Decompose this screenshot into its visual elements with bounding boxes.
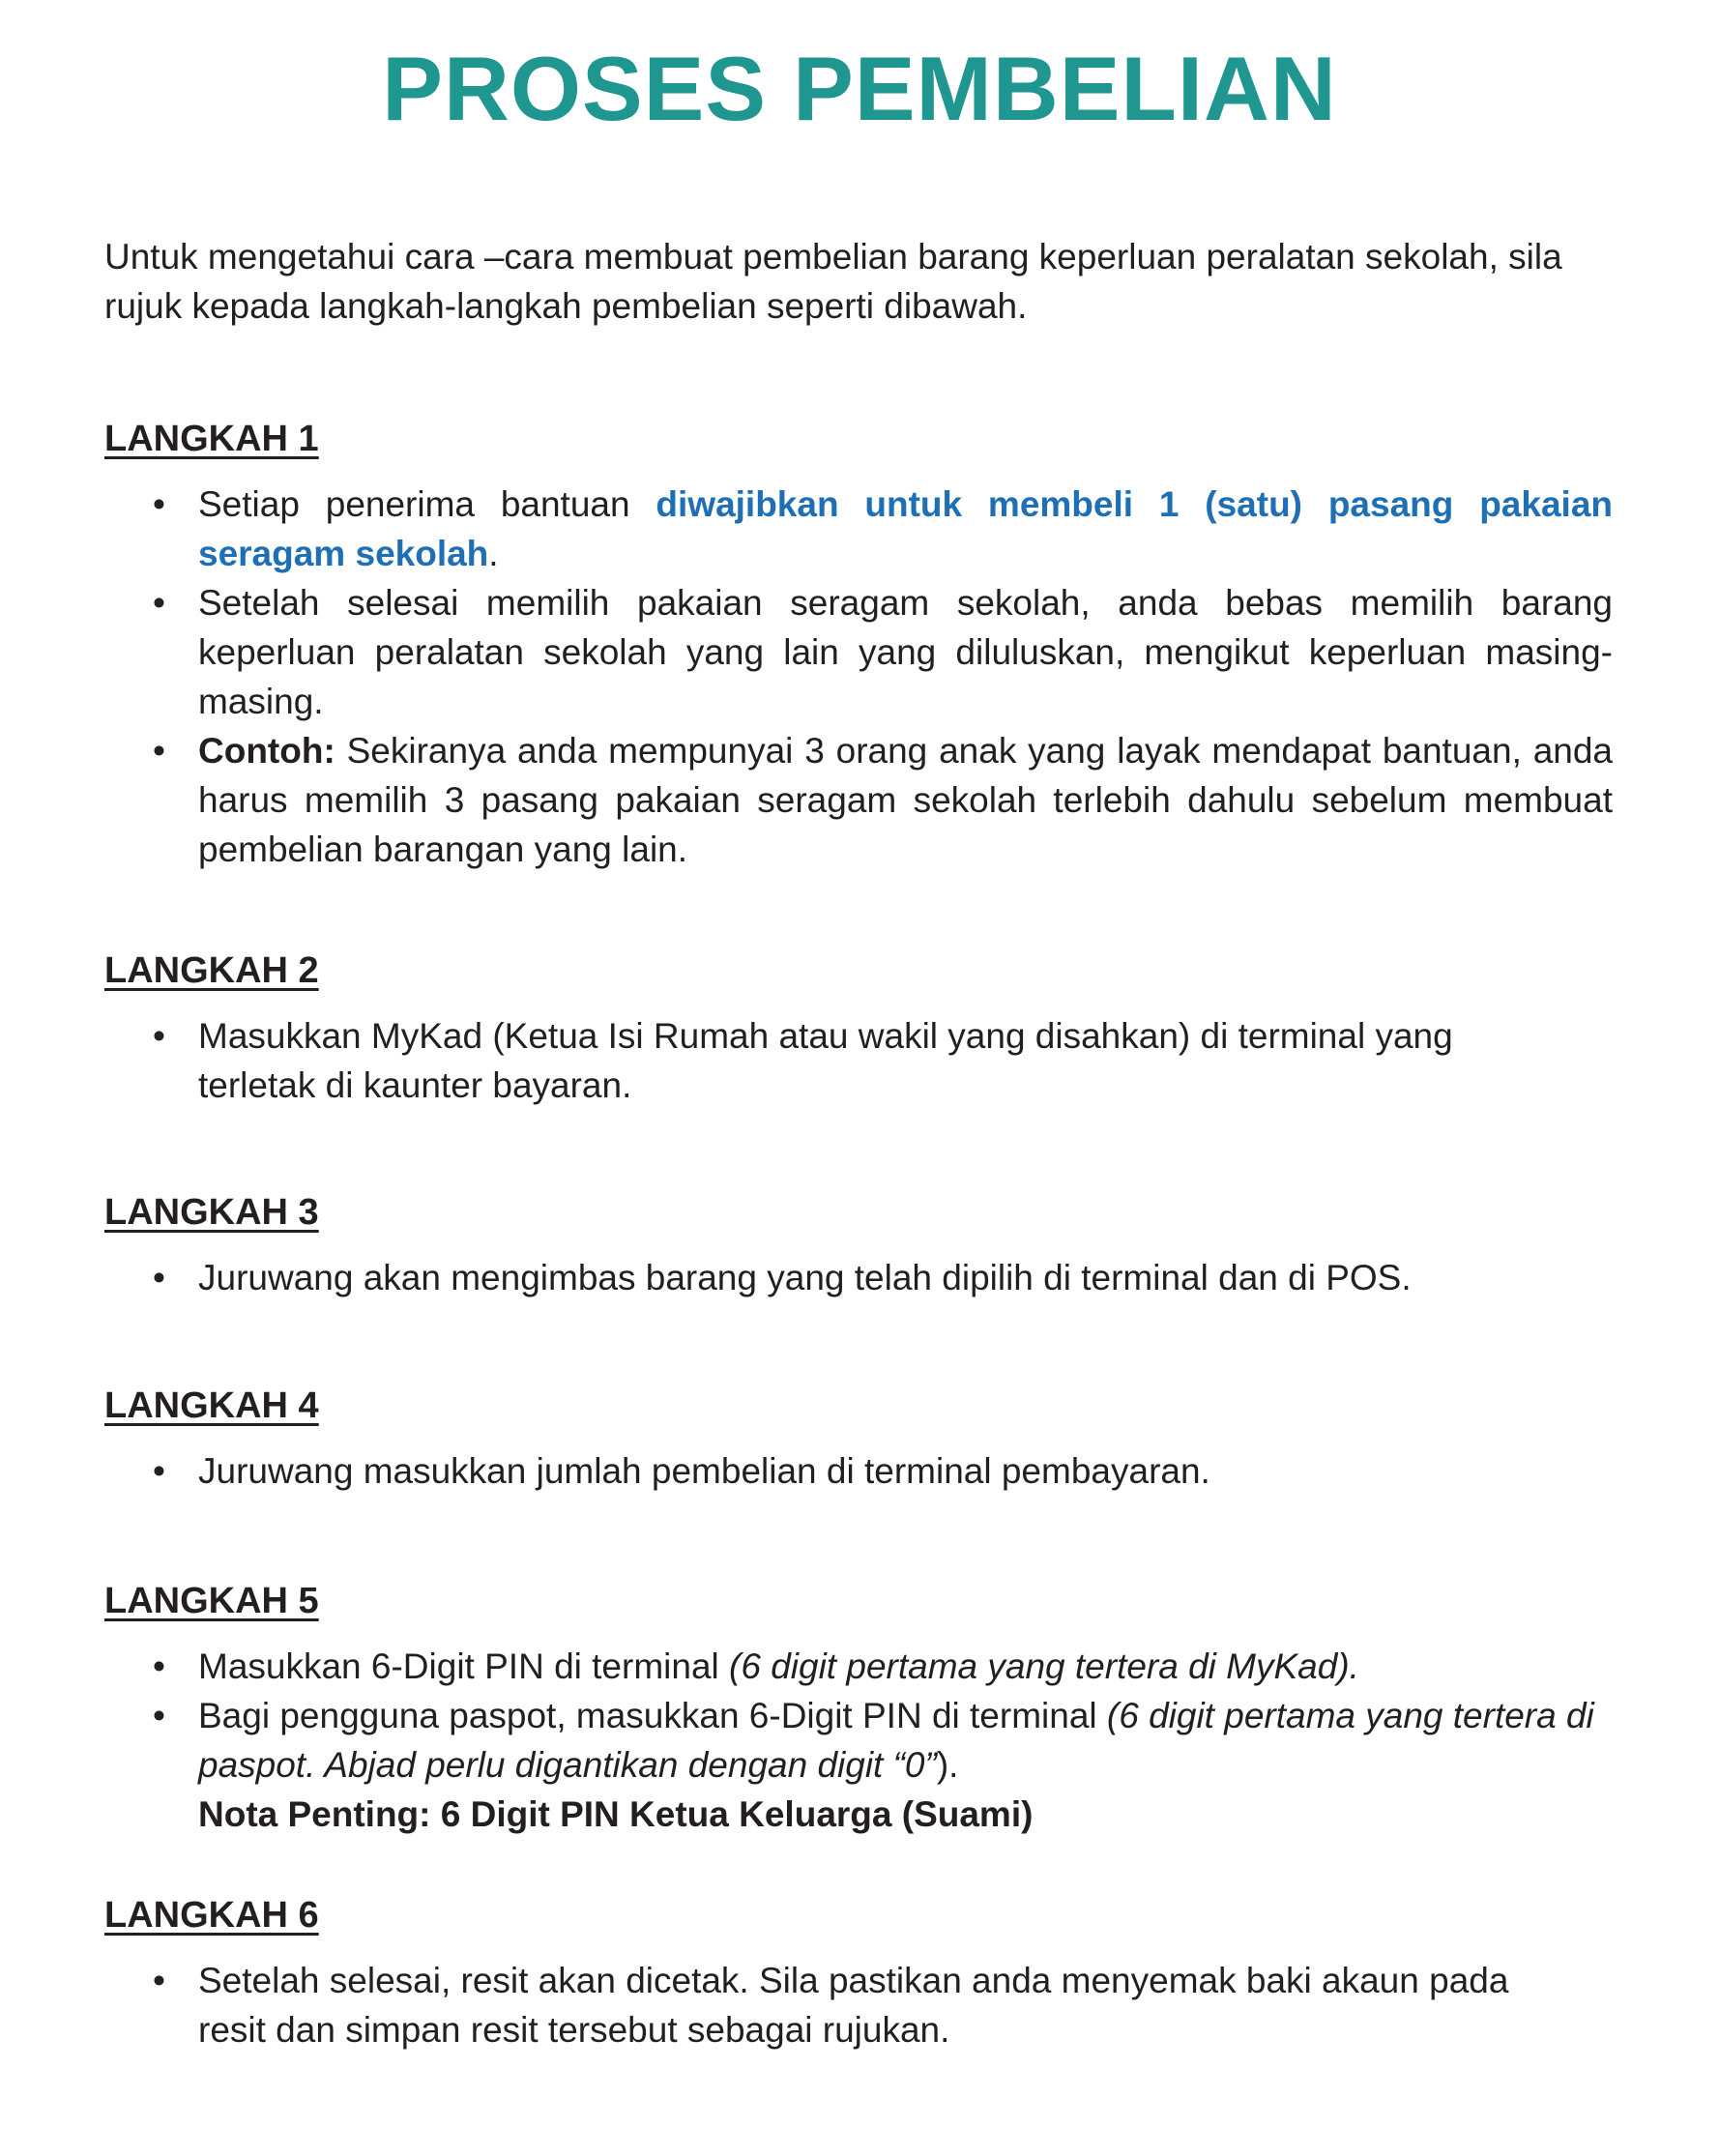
bullet-icon: • [153,1016,165,1056]
list-item [104,578,1613,726]
bullet-icon: • [153,1258,165,1297]
bullet-icon: • [153,731,165,771]
list-item [104,1691,1613,1839]
bullet-icon: • [153,1646,165,1686]
bullet-icon: • [153,1961,165,2000]
step-5-item-2-text: Bagi pengguna paspot, masukkan 6-Digit PIN di terminal [198,1696,1107,1735]
step-1-list [104,480,1613,874]
list-item [104,726,1613,874]
step-6-heading: LANGKAH 6 [104,1895,319,1936]
step-4-section [104,1381,1613,1496]
step-5-heading: LANGKAH 5 [104,1581,319,1621]
list-item [104,480,1613,578]
list-item [104,1253,1613,1302]
step-5-item-2-italic: (6 digit pertama yang tertera di paspot. Abjad perlu digantikan dengan digit “0” [198,1696,1594,1785]
step-5-item-1-italic: (6 digit pertama yang tertera di MyKad). [729,1646,1359,1686]
step-5-section [104,1576,1613,1839]
step-3-item-1-text: Juruwang akan mengimbas barang yang telah dipilih di terminal dan di POS. [198,1258,1412,1297]
step-5-item-2-end: ). [936,1745,959,1785]
step-4-list [104,1446,1613,1496]
list-item [104,1446,1613,1496]
step-6-item-1-text: Setelah selesai, resit akan dicetak. Sila pastikan anda menyemak baki akaun pada resit dan simpan resit tersebut sebagai rujukan. [198,1961,1509,2050]
step-1-item-3-text: Sekiranya anda mempunyai 3 orang anak yang layak mendapat bantuan, anda harus memilih 3 pasang pakaian seragam sekolah terlebih dahulu sebelum membuat pembelian barangan yang lain. [198,731,1613,869]
step-3-section [104,1187,1613,1302]
step-1-item-1-highlight: diwajibkan untuk membeli 1 (satu) pasang pakaian seragam sekolah [198,484,1613,573]
step-1-item-2-text: Setelah selesai memilih pakaian seragam sekolah, anda bebas memilih barang keperluan peralatan sekolah yang lain yang diluluskan, mengikut keperluan masing-masing. [198,583,1613,721]
step-4-item-1-text: Juruwang masukkan jumlah pembelian di terminal pembayaran. [198,1451,1210,1491]
step-1-item-1-end: . [488,534,499,573]
step-4-heading: LANGKAH 4 [104,1385,319,1426]
page-title: PROSES PEMBELIAN [382,38,1337,139]
list-item [104,1011,1613,1110]
list-item [104,1642,1613,1691]
step-2-item-1-text: Masukkan MyKad (Ketua Isi Rumah atau wakil yang disahkan) di terminal yang terletak di kaunter bayaran. [198,1016,1453,1105]
intro-paragraph: Untuk mengetahui cara –cara membuat pembelian barang keperluan peralatan sekolah, sila rujuk kepada langkah-langkah pembelian seperti dibawah. [104,237,1562,326]
list-item [104,1956,1613,2054]
step-1-item-3-label: Contoh: [198,731,335,771]
bullet-icon: • [153,1451,165,1491]
step-5-important-note: Nota Penting: 6 Digit PIN Ketua Keluarga (Suami) [198,1794,1034,1834]
bullet-icon: • [153,1696,165,1735]
bullet-icon: • [153,484,165,524]
step-2-heading: LANGKAH 2 [104,950,319,991]
step-1-section [104,414,1613,874]
step-1-heading: LANGKAH 1 [104,419,319,459]
step-2-section [104,946,1613,1110]
step-6-list [104,1956,1613,2054]
step-3-list [104,1253,1613,1302]
bullet-icon: • [153,583,165,623]
step-6-section [104,1890,1613,2054]
step-1-item-1-text: Setiap penerima bantuan [198,484,656,524]
step-2-list [104,1011,1613,1110]
step-5-list [104,1642,1613,1839]
step-5-item-1-text: Masukkan 6-Digit PIN di terminal [198,1646,730,1686]
step-3-heading: LANGKAH 3 [104,1192,319,1233]
